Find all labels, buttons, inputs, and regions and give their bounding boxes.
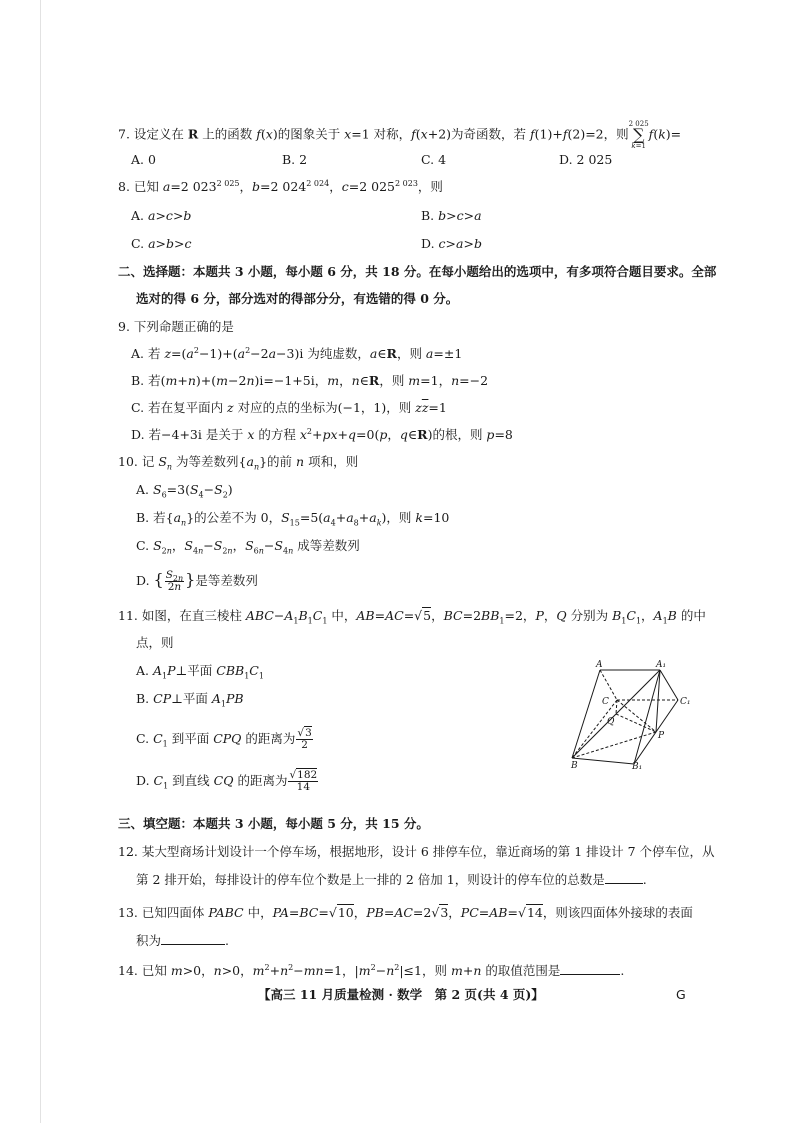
q9-option-d: D. 若−4+3i 是关于 x 的方程 $x^2+px+q=0(p$，q∈R)的根，则 p=8 <box>131 426 513 442</box>
question-13-line1: 13. 已知四面体 PABC 中，PA=BC=√10，PB=AC=2√3，PC=AB=√14，则该四面体外接球的表面 <box>118 905 693 920</box>
q8-option-a: A. a>c>b <box>131 208 192 223</box>
q13-answer-blank[interactable] <box>161 932 225 945</box>
q12-answer-blank[interactable] <box>605 871 643 884</box>
question-7-stem: 7. 设定义在 R 上的函数 f(x)的图象关于 x=1 对称，f(x+2)为奇函数，若 f(1)+f(2)=2，则2 025 ∑ k=1f(k)= <box>118 120 682 150</box>
q7-option-a: A. 0 <box>131 152 156 167</box>
question-11-stem-cont: 点，则 <box>136 635 174 650</box>
fig-label-b1: B₁ <box>632 762 643 772</box>
question-14-line1: 14. 已知 m>0，n>0，$m^2+n^2-mn=1$，$|m^2-n^2|\le 1$，则 m+n 的取值范围是 . <box>118 962 625 978</box>
q10-option-b: B. 若$\{a_n\}$的公差不为 0，$S_{15}=5(a_4+a_8+a_k)$，则 k=10 <box>136 510 450 528</box>
q8-option-c: C. a>b>c <box>131 236 192 251</box>
page-footer: 【高三 11 月质量检测 · 数学 第 2 页(共 4 页)】 <box>258 987 544 1002</box>
question-8-stem: 8. 已知 a=2 $023^{2 025}$，b=2 $024^{2 024}$，c=2 $025^{2 023}$，则 <box>118 178 443 194</box>
q10-option-c: C. $S_{2n}$，$S_{4n}-S_{2n}$，$S_{6n}-S_{4n}$ 成等差数列 <box>136 538 360 556</box>
question-12-line2: 第 2 排开始，每排设计的停车位个数是上一排的 2 倍加 1，则设计的停车位的总数是 . <box>136 872 647 887</box>
fig-label-q: Q <box>607 717 615 727</box>
q9-option-c: C. 若在复平面内 z 对应的点的坐标为(−1，1)，则 $z\overline{z}=1$ <box>131 400 447 415</box>
question-10-stem: 10. 记 $S_n$ 为等差数列$\{a_n\}$的前 n 项和，则 <box>118 454 359 472</box>
q8-option-d: D. c>a>b <box>421 236 482 251</box>
q14-answer-blank[interactable] <box>560 962 620 975</box>
question-13-line2: 积为 . <box>136 933 229 948</box>
q9-option-a: A. 若 $z=(a^2-1)+(a^2-2a-3)i$ 为纯虚数，a∈R，则 a=±1 <box>131 345 463 361</box>
q7-option-c: C. 4 <box>421 152 447 167</box>
section-2-heading-cont: 选对的得 6 分，部分选对的得部分分，有选错的得 0 分。 <box>136 291 459 306</box>
section-3-heading: 三、填空题：本题共 3 小题，每小题 5 分，共 15 分。 <box>118 816 429 831</box>
summation-symbol: 2 025 ∑ k=1 <box>628 120 649 150</box>
question-11-stem: 11. 如图，在直三棱柱 $ABC-A_1B_1C_1$ 中，AB=AC=√5，$BC=2BB_1=2$，P，Q 分别为 $B_1C_1$，$A_1B$ 的中 <box>118 608 706 626</box>
page-edge-line <box>40 0 41 1123</box>
fig-label-b: B <box>571 761 578 771</box>
fig-label-p: P <box>658 731 665 741</box>
q11-option-b: B. CP⊥平面 $A_1PB$ <box>136 691 244 709</box>
fig-label-c: C <box>602 697 609 707</box>
section-2-heading: 二、选择题：本题共 3 小题，每小题 6 分，共 18 分。在每小题给出的选项中，有多项符合题目要求。全部 <box>118 264 717 279</box>
q10-option-a: A. $S_6=3(S_4-S_2)$ <box>136 482 233 500</box>
q11-option-d: D. $C_1$ 到直线 CQ 的距离为 $\frac{√182}{14}$ <box>136 769 318 793</box>
question-9-stem: 9. 下列命题正确的是 <box>118 319 234 334</box>
q7-option-d: D. 2 025 <box>559 152 613 167</box>
q10-option-d: D. { $\frac{S_{2n}}{2n}$ }是等差数列 <box>136 569 258 593</box>
paper-code: G <box>676 987 686 1002</box>
fig-label-c1: C₁ <box>680 697 691 707</box>
question-12-line1: 12. 某大型商场计划设计一个停车场，根据地形，设计 6 排停车位，靠近商场的第 1 排设计 7 个停车位，从 <box>118 844 715 859</box>
fig-label-a1: A₁ <box>656 660 667 670</box>
q9-option-b: B. 若(m+n)+(m−2n)i=−1+5i，m，n∈R，则 m=1，n=−2 <box>131 373 489 388</box>
q11-option-c: C. $C_1$ 到平面 CPQ 的距离为 $\frac{√3}{2}$ <box>136 727 312 751</box>
q11-option-a: A. $A_1P\perp$平面 $CBB_1C_1$ <box>136 663 264 681</box>
q7-option-b: B. 2 <box>282 152 308 167</box>
prism-figure <box>572 658 702 770</box>
q8-option-b: B. b>c>a <box>421 208 482 223</box>
fig-label-a: A <box>596 660 603 670</box>
